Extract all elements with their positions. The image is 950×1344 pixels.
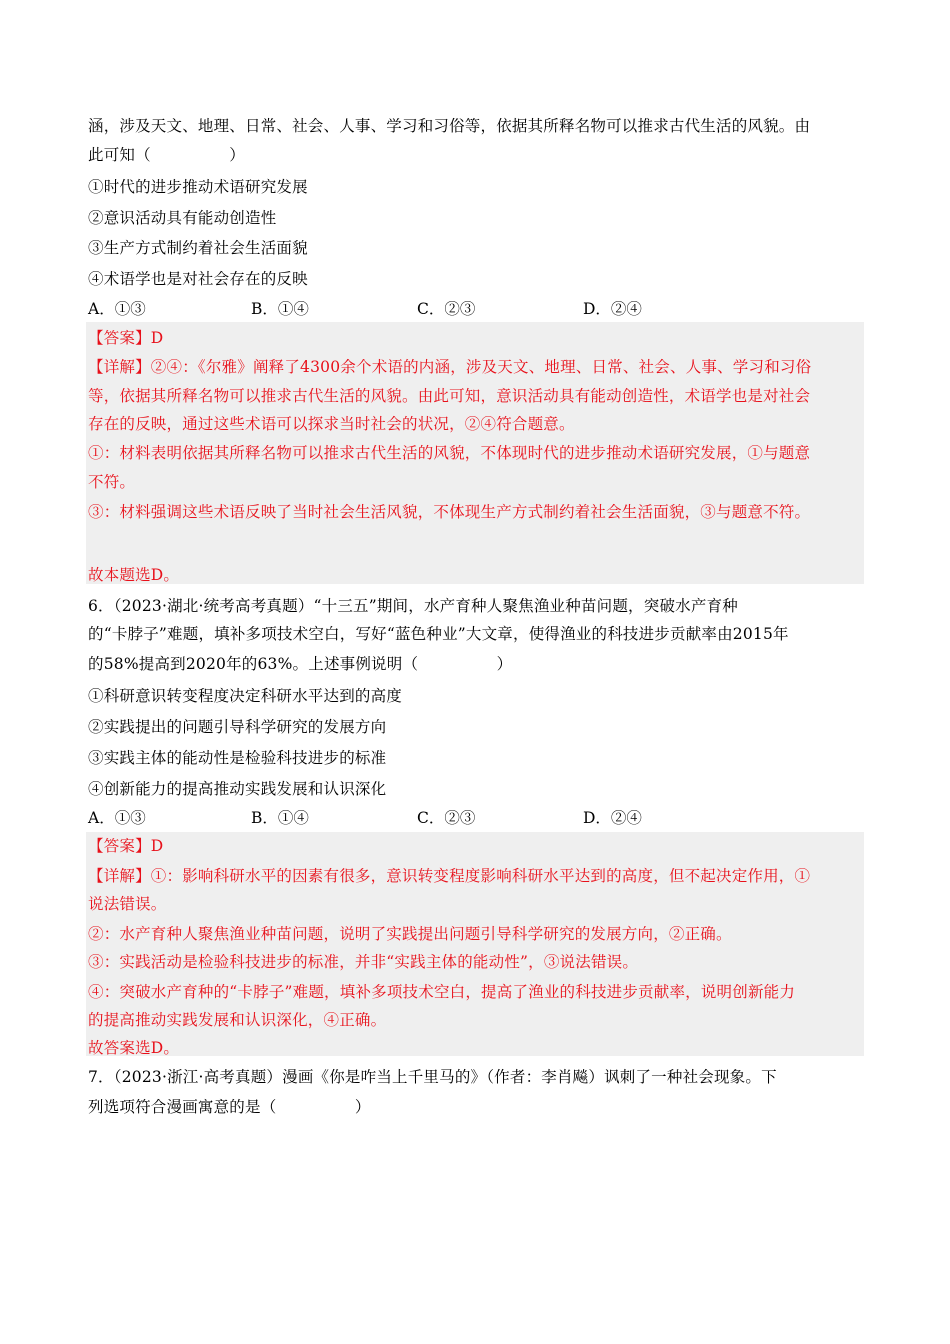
q6-explain-line-1: 【详解】①：影响科研水平的因素有很多，意识转变程度影响科研水平达到的高度，但不起决定作用，①	[88, 867, 811, 885]
q5-conclusion: 故本题选D。	[88, 566, 180, 584]
q6-option-b: B．①④	[251, 809, 309, 827]
q6-item-4: ④创新能力的提高推动实践发展和认识深化	[88, 780, 387, 798]
q5-explain-line-1: 【详解】②④：《尔雅》阐释了4300余个术语的内涵，涉及天文、地理、日常、社会、人事、学习和习俗	[88, 358, 812, 376]
q6-stem-line-3: 的58%提高到2020年的63%。上述事例说明（ ）	[88, 655, 513, 673]
q7-stem-line-1: 7．（2023·浙江·高考真题）漫画《你是咋当上千里马的》（作者：李肖飚）讽刺了一种社会现象。下	[88, 1068, 777, 1086]
q5-explain-line-4: ①：材料表明依据其所释名物可以推求古代生活的风貌，不体现时代的进步推动术语研究发展，①与题意	[88, 444, 811, 462]
q5-option-b: B．①④	[251, 300, 309, 318]
q5-option-c: C．②③	[417, 300, 476, 318]
q5-item-4: ④术语学也是对社会存在的反映	[88, 270, 308, 288]
q6-item-2: ②实践提出的问题引导科学研究的发展方向	[88, 718, 387, 736]
q5-explain-line-3: 存在的反映，通过这些术语可以探求当时社会的状况，②④符合题意。	[88, 415, 575, 433]
q5-option-d: D．②④	[583, 300, 642, 318]
q5-explain-line-6: ③：材料强调这些术语反映了当时社会生活风貌，不体现生产方式制约着社会生活面貌，③与题意不符。	[88, 503, 811, 521]
q7-stem-line-2: 列选项符合漫画寓意的是（ ）	[88, 1098, 371, 1116]
q6-explain-line-3: ②：水产育种人聚焦渔业种苗问题，说明了实践提出问题引导科学研究的发展方向，②正确。	[88, 925, 732, 943]
q6-explain-line-6: 的提高推动实践发展和认识深化，④正确。	[88, 1011, 387, 1029]
q5-explain-line-5: 不符。	[88, 473, 136, 491]
q6-item-1: ①科研意识转变程度决定科研水平达到的高度	[88, 687, 403, 705]
q5-item-1: ①时代的进步推动术语研究发展	[88, 178, 308, 196]
q6-option-d: D．②④	[583, 809, 642, 827]
q5-stem-line-2: 此可知（ ）	[88, 146, 246, 164]
q5-item-3: ③生产方式制约着社会生活面貌	[88, 239, 308, 257]
q6-explain-line-5: ④：突破水产育种的“卡脖子”难题，填补多项技术空白，提高了渔业的科技进步贡献率，说明创新能力	[88, 983, 796, 1001]
q5-item-2: ②意识活动具有能动创造性	[88, 209, 277, 227]
q6-explain-line-2: 说法错误。	[88, 895, 167, 913]
q5-explain-line-2: 等，依据其所释名物可以推求古代生活的风貌。由此可知，意识活动具有能动创造性，术语学也是对社会	[88, 387, 811, 405]
q6-answer: 【答案】D	[88, 837, 164, 855]
q6-stem-line-2: 的“卡脖子”难题，填补多项技术空白，写好“蓝色种业”大文章，使得渔业的科技进步贡献率由2015年	[88, 625, 789, 643]
q6-explain-line-4: ③：实践活动是检验科技进步的标准，并非“实践主体的能动性”，③说法错误。	[88, 953, 639, 971]
q5-option-a: A．①③	[88, 300, 146, 318]
q6-stem-line-1: 6．（2023·湖北·统考高考真题）“十三五”期间，水产育种人聚焦渔业种苗问题，突破水产育种	[88, 597, 738, 615]
q5-stem-line-1: 涵，涉及天文、地理、日常、社会、人事、学习和习俗等，依据其所释名物可以推求古代生活的风貌。由	[88, 117, 811, 135]
q6-conclusion: 故答案选D。	[88, 1039, 180, 1057]
q6-option-c: C．②③	[417, 809, 476, 827]
q6-option-a: A．①③	[88, 809, 146, 827]
q6-item-3: ③实践主体的能动性是检验科技进步的标准	[88, 749, 387, 767]
q5-answer: 【答案】D	[88, 329, 164, 347]
